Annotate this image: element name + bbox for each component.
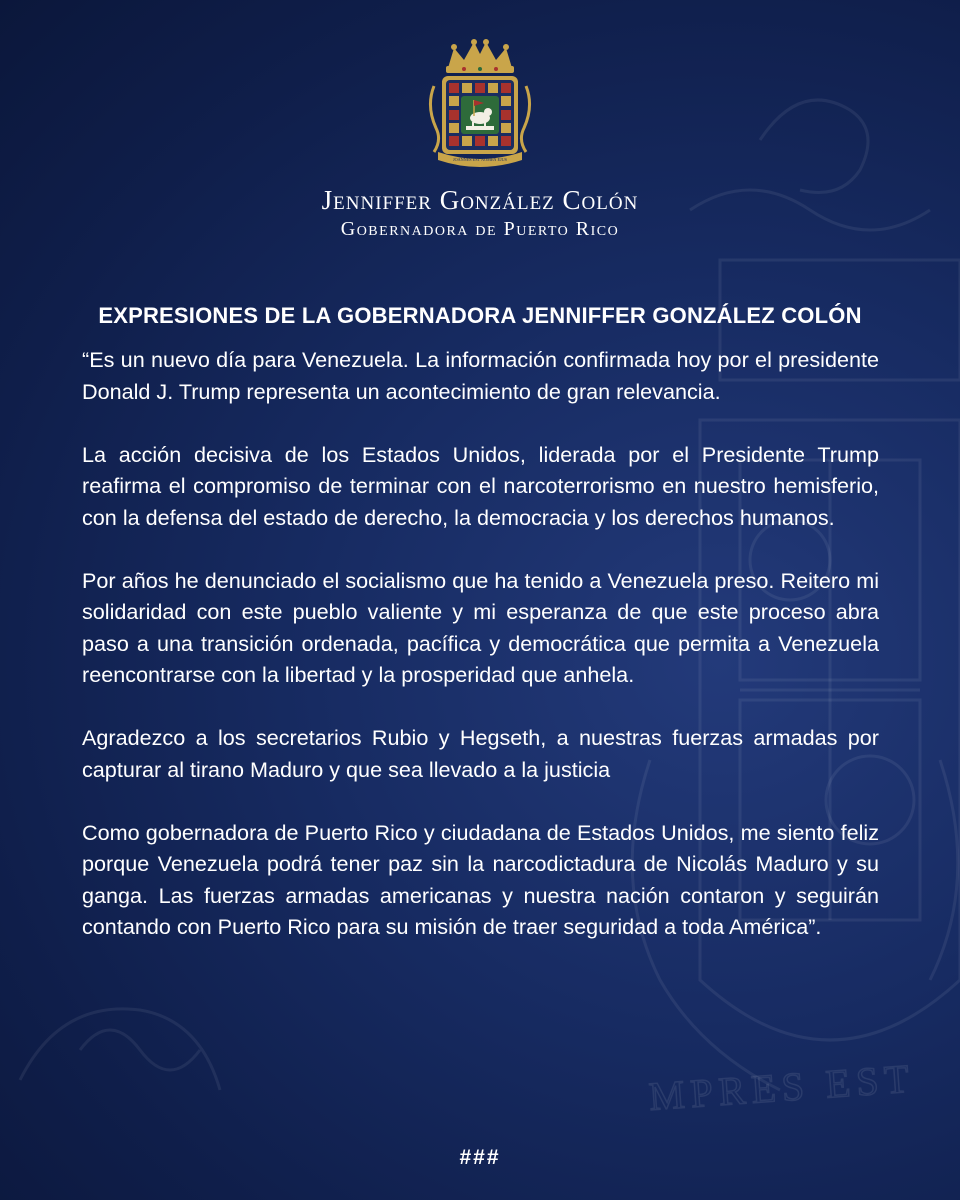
- governor-name: Jenniffer González Colón: [321, 185, 639, 215]
- governor-title: Gobernadora de Puerto Rico: [340, 218, 620, 240]
- statement-body: [82, 344, 879, 974]
- governor-name-block: [0, 184, 960, 242]
- statement-paragraph: Como gobernadora de Puerto Rico y ciudadana de Estados Unidos, me siento feliz porque Venezuela podrá tener paz sin la narcodictadura de Nicolás Maduro y su ganga. Las fuerzas armadas americanas y nuestra nación contaron y seguirán contando con Puerto Rico para su misión de traer seguridad a toda América”.: [82, 819, 879, 939]
- statement-paragraph: Agradezco a los secretarios Rubio y Hegseth, a nuestras fuerzas armadas por capturar al tirano Maduro y que sea llevado a la justicia: [82, 725, 879, 782]
- statement-headline: EXPRESIONES DE LA GOBERNADORA JENNIFFER GONZÁLEZ COLÓN: [98, 303, 862, 328]
- statement-paragraph: “Es un nuevo día para Venezuela. La información confirmada hoy por el presidente Donald J. Trump representa un acontecimiento de gran relevancia.: [82, 347, 879, 404]
- end-of-statement-mark: ###: [459, 1146, 501, 1169]
- statement-paragraph: La acción decisiva de los Estados Unidos, liderada por el Presidente Trump reafirma el compromiso de terminar con el narcoterrorismo en nuestro hemisferio, con la defensa del estado de derecho, la democracia y los derechos humanos.: [82, 441, 879, 530]
- crown-icon: [446, 39, 514, 73]
- crest-motto: JOANNES EST NOMEN EJUS: [452, 157, 508, 162]
- puerto-rico-crest-logo: [424, 38, 536, 168]
- watermark-motto: MPRES EST: [647, 1055, 917, 1119]
- statement-paragraph: Por años he denunciado el socialismo que ha tenido a Venezuela preso. Reitero mi solidaridad con este pueblo valiente y mi esperanza de que este proceso abra paso a una transición ordenada, pacífica y democrática que permita a Venezuela reencontrarse con la libertad y la prosperidad que anhela.: [82, 567, 879, 687]
